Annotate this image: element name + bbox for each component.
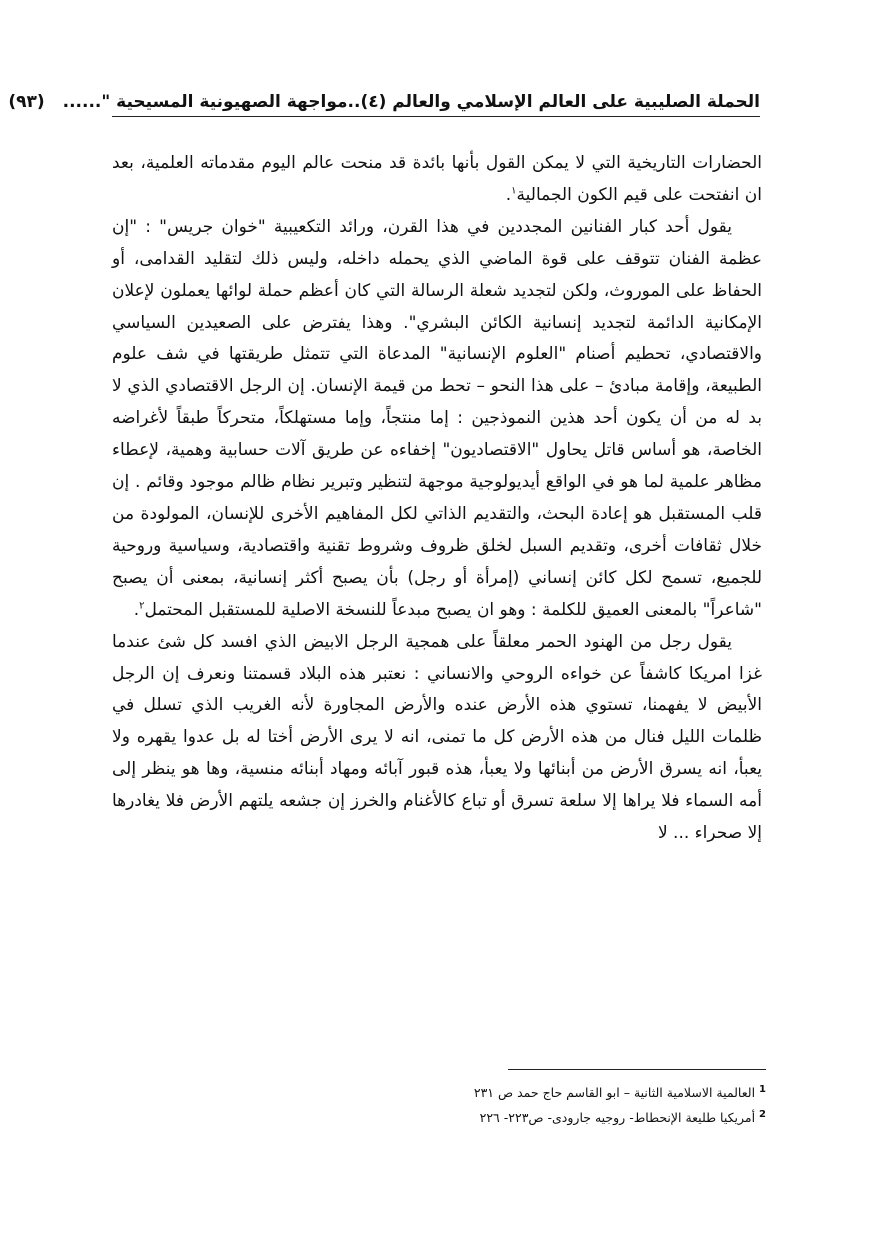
paragraph-2-tail: . [133, 599, 140, 620]
paragraph-2 [112, 212, 762, 627]
footnote-2-number: 2 [759, 1109, 766, 1121]
footnote-ref-1[interactable]: ١ [511, 185, 517, 197]
footnote-separator [508, 1069, 766, 1070]
body-text [112, 148, 762, 850]
running-header [8, 88, 760, 117]
page-number: (٩٣) [8, 92, 45, 112]
footnote-2-text: أمريكيا طليعة الإنحطاط- روجيه جارودى- ص٢٢٣- ٢٢٦ [479, 1110, 756, 1126]
footnote-1-text: العالمية الاسلامية الثانية – ابو القاسم حاج حمد ص ٢٣١ [473, 1085, 756, 1101]
header-title: الحملة الصليبية على العالم الإسلامي والعالم (٤)..مواجهة الصهيونية المسيحية "...... [62, 92, 760, 112]
paragraph-1-text: الحضارات التاريخية التي لا يمكن القول بأنها بائدة قد منحت عالم اليوم مقدماته العلمية، بعد ان انفتحت على قيم الكون الجمالية [112, 153, 762, 205]
paragraph-1-tail: . [505, 184, 512, 205]
footnote-2 [300, 1104, 766, 1129]
paragraph-3-text: يقول رجل من الهنود الحمر معلقاً على همجية الرجل الابيض الذي افسد كل شئ عندما غزا امريكا كاشفاً عن خواءه الروحي والانساني : نعتبر هذه البلاد قسمتنا ونعرف إن الرجل الأبيض لا يفهمنا، تستوي هذه الأرض عنده والأرض المجاورة لأنه الغريب الذي تسلل في ظلمات الليل فنال من هذه الأرض كل ما تمنى، انه لا يرى الأرض أختا له بل عدوا يقهره ولا يعبأ، انه يسرق الأرض من أبنائها ولا يعبأ، هذه قبور آبائه ومهاد أبنائه منسية، وها هو ينظر إلى أمه السماء فلا يراها إلا سلعة تسرق أو تباع كالأغنام والخرز إن جشعه يلتهم الأرض فلا يغادرها إلا صحراء ... لا [112, 631, 762, 844]
footnotes [300, 1079, 766, 1129]
footnote-ref-2[interactable]: ٢ [139, 600, 145, 612]
paragraph-1 [112, 148, 762, 212]
paragraph-3 [112, 627, 762, 850]
paragraph-2-text: يقول أحد كبار الفنانين المجددين في هذا القرن، ورائد التكعيبية "خوان جريس" : "إن عظمة الفنان تتوقف على قوة الماضي الذي يحمله داخله، وليس ذلك لتقليد القدامى، أو الحفاظ على الموروث، ولكن لتجديد شعلة الرسالة التي كان أعظم حملة لوائها يعملون لإعلان الإمكانية الدائمة لتجديد إنسانية الكائن البشري". وهذا يفترض على الصعيدين السياسي والاقتصادي، تحطيم أصنام "العلوم الإنسانية" المدعاة التي تتمثل طريقتها في شف علوم الطبيعة، وإقامة مبادئ – على هذا النحو – تحط من قيمة الإنسان. إن الرجل الاقتصادي الذي لا بد له من أن يكون أحد هذين النموذجين : إما منتجاً، وإما مستهلكاً، متحركاً طبقاً لأغراضه الخاصة، هو أساس قاتل يحاول "الاقتصاديون" إخفاءه عن طريق آلات حسابية وهمية، لإعطاء مظاهر علمية لما هو في الواقع أيديولوجية موجهة لتنظير وتبرير نظام ظالم موجود وقائم . إن قلب المستقبل هو إعادة البحث، والتقديم الذاتي لكل المفاهيم الأخرى للإنسان، المولودة من خلال ثقافات أخرى، وتقديم السبل لخلق ظروف وشروط تقنية واقتصادية، وسياسية وروحية للجميع، تسمح لكل كائن إنساني (إمرأة أو رجل) بأن يصبح أكثر إنسانية، بمعنى أن يصبح "شاعراً" بالمعنى العميق للكلمة : وهو ان يصبح مبدعاً للنسخة الاصلية للمستقبل المحتمل [112, 216, 762, 620]
footnote-1 [300, 1079, 766, 1104]
footnote-1-number: 1 [759, 1084, 766, 1095]
